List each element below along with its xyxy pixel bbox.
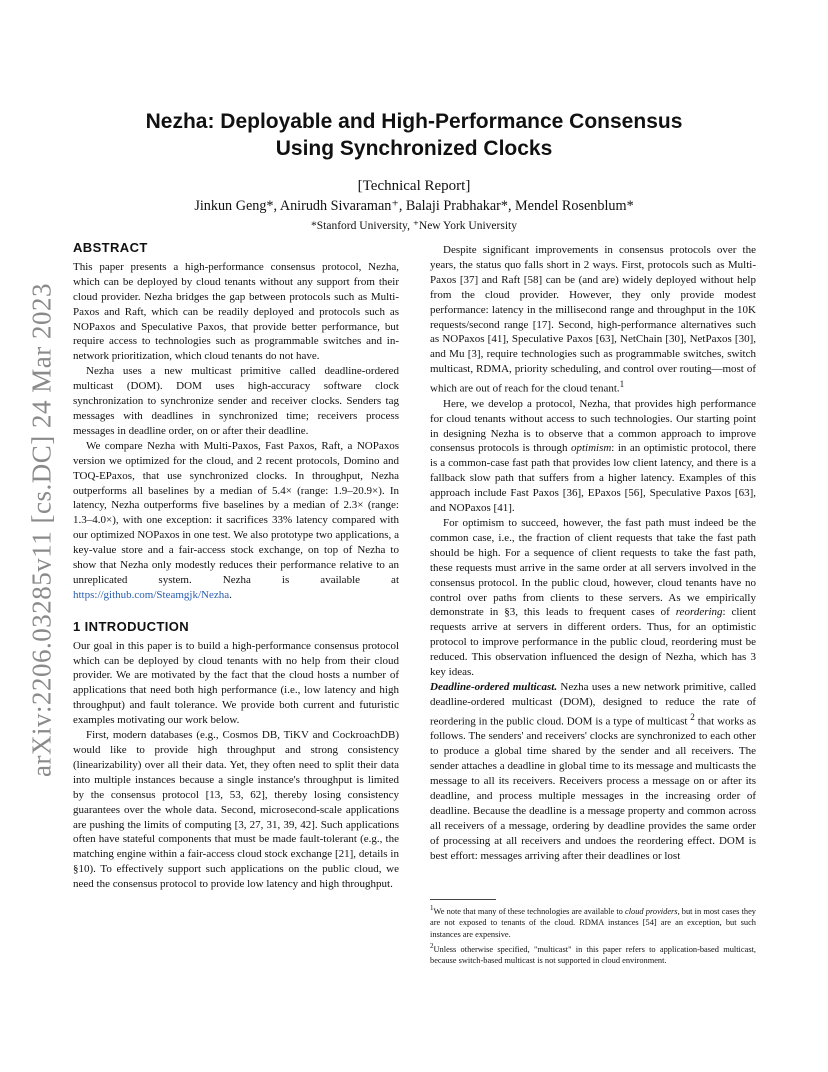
- footnote-ref-2: 2: [690, 711, 695, 722]
- intro-paragraph-1: Our goal in this paper is to build a high-performance consensus protocol which can be deployed by cloud tenants with no help from their cloud provider. We are motivated by the fact that the cloud hosts a number of applications that need both high performance (i.e., low latency and high throughput) and fault tolerance. We provide both current and futuristic examples motivating our work below.: [73, 639, 399, 727]
- title-line-1: Nezha: Deployable and High-Performance Consensus: [145, 110, 683, 133]
- abstract-heading: ABSTRACT: [73, 240, 148, 255]
- right-p2b: : in an optimistic protocol, there is a common-case fast path that provides low client latency, and there is a fallback slow path that suffers from a higher latency. Examples of this approach include Fast Paxos [36], EPaxos [56], Speculative Paxos [63], and NOPaxos [41].: [430, 442, 756, 515]
- footnote-1-text-a: We note that many of these technologies are available to: [433, 906, 626, 916]
- right-p3a: For optimism to succeed, however, the fast path must indeed be the common case, i.e., the fraction of client requests that take the fast path should be high. For a sequence of client requests to take the fast path, these requests must arrive in the same order at all servers involved in the consensus protocol. In the public cloud, however, cloud tenants have no control over paths from clients to these servers. As we empirically demonstrate in §3, this leads to frequent cases of: [430, 516, 756, 619]
- dom-subheading: Deadline-ordered multicast.: [430, 680, 558, 693]
- abstract-p3-end: .: [229, 588, 232, 601]
- right-p4b: that works as follows. The senders' and receivers' clocks are synchronized to each other to produce a global time shared by the sender and all receivers. The sender attaches a deadline in global time to its message and multicasts the message to all its receivers. Receivers process a message on or after its deadline, and process multiple messages in the increasing order of deadline. Because the deadline is a message property and common across all receivers of a message, ordering by deadline provides the same order of processing at all receivers and undoes the reordering effect. DOM is best effort: messages arriving after their deadlines or lost: [430, 715, 756, 862]
- abstract-paragraph-2: Nezha uses a new multicast primitive called deadline-ordered multicast (DOM). DOM uses high-accuracy software clock synchronization to synchronize sender and receiver clocks. Senders tag messages with deadlines in synchronized time; receivers process messages in deadline order, on or after their deadline.: [73, 365, 399, 437]
- footnote-2: [430, 941, 756, 967]
- right-paragraph-2: [430, 397, 756, 516]
- footnote-1: [430, 903, 756, 941]
- arxiv-id: arXiv:2206.03285v11 [cs.DC] 24 Mar 2023: [26, 283, 57, 777]
- footnote-1-text-b: , but in most cases they are not exposed to tenants of the cloud. RDMA instances [54] are an exception, but such instances are expensive.: [430, 906, 756, 939]
- footnote-1-number: 1: [430, 904, 434, 912]
- intro-heading: 1 INTRODUCTION: [73, 618, 190, 634]
- abstract-paragraph-1: This paper presents a high-performance consensus protocol, Nezha, which can be deployed by cloud tenants without any support from their cloud provider. Nezha bridges the gap between protocols such as Multi-Paxos and Raft, which can be readily deployed and protocols such as NOPaxos and Speculative Paxos, that provide better performance, but require access to technologies such as programmable switches and in-network prioritization, which cloud tenants do not have.: [73, 260, 399, 363]
- right-column: [430, 243, 756, 863]
- abstract-p3-text: We compare Nezha with Multi-Paxos, Fast Paxos, Raft, a NOPaxos version we optimized for the cloud, and 2 recent protocols, Domino and TOQ-EPaxos, that use synchronized clocks. In throughput, Nezha outperforms all baselines by a median of 5.4× (range: 1.9–20.9×). In latency, Nezha outperforms five baselines by a median of 2.3× (range: 1.3–4.0×), with one exception: it sacrifices 33% latency compared with our optimized NOPaxos in one test. We also prototype two applications, a key-value store and a fair-access stock exchange, on top of Nezha to show that Nezha only modestly reduces their performance relative to an unreplicated system. Nezha is available at: [73, 439, 399, 586]
- footnote-rule: [430, 899, 496, 900]
- left-column: [73, 241, 399, 892]
- right-p3-emphasis: reordering: [675, 606, 723, 619]
- footnote-2-number: 2: [430, 941, 434, 950]
- arxiv-sidebar: [22, 270, 62, 790]
- right-p2-emphasis: optimism: [570, 442, 612, 455]
- title-line-2: Using Synchronized Clocks: [275, 137, 553, 160]
- right-paragraph-1: [430, 243, 756, 397]
- footnote-2-text: Unless otherwise specified, "multicast" in this paper refers to application-based multicast, because switch-based multicast is not supported in cloud environment.: [430, 944, 756, 965]
- footnotes: [430, 903, 756, 967]
- right-paragraph-4: [430, 680, 756, 864]
- github-link[interactable]: https://github.com/Steamgjk/Nezha: [73, 588, 230, 601]
- report-label: [Technical Report]: [357, 178, 471, 194]
- right-paragraph-3: [430, 516, 756, 680]
- right-p2a: Here, we develop a protocol, Nezha, that provides high performance for cloud tenants without access to such technologies. Our starting point in designing Nezha is to observe that a common approach to improve consensus protocols is through: [430, 397, 756, 455]
- intro-paragraph-2: First, modern databases (e.g., Cosmos DB, TiKV and CockroachDB) would like to provide high throughput and strong consistency (linearizability) over all their data. Yet, they often need to split their data into multiple instances because a single instance's throughput is limited by the consensus protocol [13, 53, 62], thereby losing consistency guarantees over the whole data. Second, microsecond-scale applications are pushing the limits of computing [3, 27, 31, 39, 42]. Such applications often have stateful components that must be made fault-tolerant (e.g., the matching engine within a fair-access cloud stock exchange [21], details in §10). To effectively support such applications on the public cloud, we need the consensus protocol to provide low latency and high throughput.: [73, 729, 399, 891]
- affiliations: *Stanford University, ⁺New York University: [311, 220, 517, 232]
- paper-title: [0, 108, 828, 162]
- right-p1-text: Despite significant improvements in consensus protocols over the years, the status quo falls short in 2 ways. First, protocols such as Multi-Paxos [37] and Raft [58] can be (and are) widely deployed without help from the cloud provider. However, they only provide modest performance: latency in the millisecond range and throughput in the 10K requests/second range [17]. Second, high-performance alternatives such as NOPaxos [41], Speculative Paxos [63], NetChain [30], NetPaxos [30], and Mu [3], require technologies such as programmable switches, switch multicast, RDMA, priority scheduling, and control over routing—most of which are out of reach for the cloud tenant.: [430, 244, 756, 395]
- right-p4a: Nezha uses a new network primitive, called deadline-ordered multicast (DOM), designed to reduce the rate of reordering in the public cloud. DOM is a type of multicast: [430, 680, 756, 728]
- right-p3b: : client requests arrive at servers in different orders. Thus, for an optimistic protocol to improve performance in the public cloud, reordering must be reduced. This observation influenced the design of Nezha, which has 3 key ideas.: [430, 606, 756, 679]
- abstract-paragraph-3: [73, 439, 399, 603]
- authors: Jinkun Geng*, Anirudh Sivaraman⁺, Balaji Prabhakar*, Mendel Rosenblum*: [194, 198, 634, 214]
- footnote-ref-1: 1: [619, 379, 625, 390]
- footnote-1-emphasis: cloud providers: [625, 906, 678, 916]
